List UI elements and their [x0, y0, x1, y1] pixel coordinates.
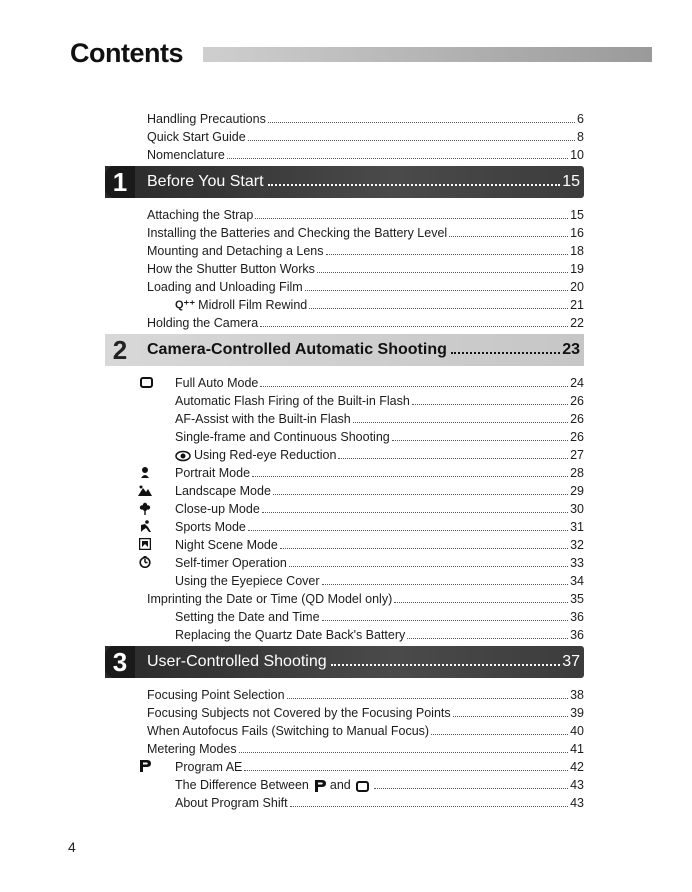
leader-dots — [331, 658, 561, 666]
leader-dots — [248, 529, 568, 531]
toc-entry-page: 43 — [570, 778, 584, 792]
toc-entry[interactable] — [147, 756, 584, 774]
chapter-title: Camera-Controlled Automatic Shooting — [147, 341, 447, 358]
toc-entry-label: Mounting and Detaching a Lens — [147, 244, 324, 258]
toc-entry-page: 26 — [570, 394, 584, 408]
toc-entry-label: About Program Shift — [175, 796, 288, 810]
program-p-icon — [314, 780, 327, 792]
toc-entry-label: How the Shutter Button Works — [147, 262, 315, 276]
program-p-icon — [138, 759, 152, 773]
chapter-3-heading[interactable] — [105, 646, 584, 678]
toc-entry[interactable] — [147, 624, 584, 642]
leader-dots — [248, 139, 575, 141]
toc-entry-page: 32 — [570, 538, 584, 552]
toc-entry-page: 28 — [570, 466, 584, 480]
toc-entry-label: Metering Modes — [147, 742, 237, 756]
toc-entry-page: 35 — [570, 592, 584, 606]
night-scene-icon — [138, 537, 152, 551]
leader-dots — [280, 547, 568, 549]
portrait-icon — [138, 465, 152, 479]
leader-dots — [353, 421, 568, 423]
toc-entry-label: Imprinting the Date or Time (QD Model only) — [147, 592, 393, 606]
leader-dots — [449, 235, 568, 237]
toc-entry-page: 15 — [570, 208, 584, 222]
toc-entry-page: 43 — [570, 796, 584, 810]
toc-entry-label: Automatic Flash Firing of the Built-in Flash — [175, 394, 410, 408]
leader-dots — [287, 697, 569, 699]
self-timer-icon — [138, 555, 152, 569]
toc-entry-label: Replacing the Quartz Date Back's Battery — [175, 628, 406, 642]
toc-entry-label: Handling Precautions — [147, 112, 266, 126]
toc-entry-page: 31 — [570, 520, 584, 534]
toc-entry[interactable] — [147, 294, 584, 312]
leader-dots — [374, 787, 568, 789]
toc-entry-page: 26 — [570, 430, 584, 444]
leader-dots — [227, 157, 568, 159]
toc-entry[interactable] — [147, 108, 584, 126]
toc-entry-label: Attaching the Strap — [147, 208, 254, 222]
toc-entry[interactable] — [147, 702, 584, 720]
toc-entry[interactable] — [147, 462, 584, 480]
leader-dots — [268, 121, 575, 123]
toc-entry-label-before: The Difference Between — [175, 778, 309, 792]
toc-entry[interactable] — [147, 606, 584, 624]
toc-entry-page: 27 — [570, 448, 584, 462]
toc-entry-page: 8 — [577, 130, 584, 144]
toc-entry-page: 10 — [570, 148, 584, 162]
toc-entry-page: 41 — [570, 742, 584, 756]
toc-entry-page: 34 — [570, 574, 584, 588]
red-eye-icon — [175, 450, 191, 462]
leader-dots — [309, 307, 568, 309]
toc-entry[interactable] — [147, 516, 584, 534]
leader-dots — [260, 325, 568, 327]
chapter-page: 37 — [562, 653, 580, 670]
toc-entry[interactable] — [147, 774, 584, 792]
toc-entry[interactable] — [147, 408, 584, 426]
toc-entry-page: 39 — [570, 706, 584, 720]
toc-entry-page: 22 — [570, 316, 584, 330]
toc-entry-page: 18 — [570, 244, 584, 258]
chapter-page: 15 — [562, 173, 580, 190]
toc-entry[interactable] — [147, 126, 584, 144]
toc-entry-label: When Autofocus Fails (Switching to Manual Focus) — [147, 724, 430, 738]
toc-entry-label: Night Scene Mode — [175, 538, 278, 552]
chapter-2-heading[interactable] — [105, 334, 584, 366]
toc-entry[interactable] — [147, 240, 584, 258]
leader-dots — [407, 637, 568, 639]
full-auto-icon — [139, 375, 153, 389]
leader-dots — [255, 217, 568, 219]
leader-dots — [239, 751, 568, 753]
toc-entry-label: Close-up Mode — [175, 502, 260, 516]
chapter-number: 3 — [105, 646, 135, 678]
toc-entry-page: 42 — [570, 760, 584, 774]
toc-entry-page: 36 — [570, 628, 584, 642]
toc-entry[interactable] — [147, 792, 584, 810]
toc-entry-label: Single-frame and Continuous Shooting — [175, 430, 390, 444]
leader-dots — [392, 439, 568, 441]
toc-entry-label: Using Red-eye Reduction — [194, 448, 337, 462]
landscape-icon — [138, 483, 152, 497]
toc-entry-page: 26 — [570, 412, 584, 426]
leader-dots — [451, 346, 560, 354]
toc-entry-label: Loading and Unloading Film — [147, 280, 303, 294]
toc-entry-page: 33 — [570, 556, 584, 570]
sports-icon — [138, 519, 152, 533]
toc-entry-page: 21 — [570, 298, 584, 312]
leader-dots — [244, 769, 568, 771]
toc-entry[interactable] — [147, 372, 584, 390]
toc-entry[interactable] — [147, 222, 584, 240]
toc-entry-page: 6 — [577, 112, 584, 126]
toc-entry-label: Midroll Film Rewind — [198, 298, 308, 312]
leader-dots — [322, 583, 569, 585]
toc-entry[interactable] — [147, 444, 584, 462]
leader-dots — [326, 253, 569, 255]
toc-entry[interactable] — [147, 144, 584, 162]
page-title: Contents — [70, 38, 183, 68]
toc-entry-label: Holding the Camera — [147, 316, 259, 330]
toc-entry-label: Program AE — [175, 760, 243, 774]
leader-dots — [289, 565, 568, 567]
toc-entry-page: 24 — [570, 376, 584, 390]
toc-entry[interactable] — [147, 588, 584, 606]
page-number: 4 — [68, 839, 76, 855]
contents-header — [70, 36, 652, 70]
toc-entry-page: 30 — [570, 502, 584, 516]
leader-dots — [412, 403, 568, 405]
chapter-number: 1 — [105, 166, 135, 198]
chapter-number: 2 — [112, 334, 128, 365]
toc-entry[interactable] — [147, 276, 584, 294]
toc-entry[interactable] — [147, 312, 584, 330]
toc-entry-label: Quick Start Guide — [147, 130, 246, 144]
leader-dots — [262, 511, 568, 513]
toc-entry-label-mid: and — [329, 778, 351, 792]
toc-entry-label: Full Auto Mode — [175, 376, 259, 390]
table-of-contents — [112, 108, 584, 810]
toc-entry-label: Focusing Subjects not Covered by the Focusing Points — [147, 706, 451, 720]
toc-entry-page: 29 — [570, 484, 584, 498]
chapter-title: User-Controlled Shooting — [147, 653, 327, 670]
full-auto-icon — [356, 781, 369, 792]
leader-dots — [317, 271, 568, 273]
chapter-page: 23 — [562, 341, 580, 358]
close-up-icon — [138, 501, 152, 515]
toc-entry[interactable] — [147, 534, 584, 552]
leader-dots — [252, 475, 568, 477]
leader-dots — [431, 733, 568, 735]
toc-entry-label: Focusing Point Selection — [147, 688, 285, 702]
toc-entry[interactable] — [147, 738, 584, 756]
leader-dots — [338, 457, 568, 459]
leader-dots — [290, 805, 569, 807]
toc-entry-label: Self-timer Operation — [175, 556, 287, 570]
toc-entry-label: Landscape Mode — [175, 484, 271, 498]
toc-entry-label: Using the Eyepiece Cover — [175, 574, 320, 588]
toc-entry-label: Sports Mode — [175, 520, 246, 534]
chapter-1-heading[interactable] — [105, 166, 584, 198]
toc-entry[interactable] — [147, 570, 584, 588]
chapter-title: Before You Start — [147, 173, 264, 190]
leader-dots — [268, 178, 561, 186]
toc-entry-label: Nomenclature — [147, 148, 225, 162]
title-rule — [203, 47, 652, 62]
midroll-rewind-icon: Q⁺⁺ — [175, 299, 196, 311]
toc-entry[interactable] — [147, 720, 584, 738]
toc-entry[interactable] — [147, 480, 584, 498]
toc-entry-label: Installing the Batteries and Checking the Battery Level — [147, 226, 448, 240]
toc-entry[interactable] — [147, 426, 584, 444]
toc-entry-page: 20 — [570, 280, 584, 294]
leader-dots — [453, 715, 568, 717]
toc-entry-page: 16 — [570, 226, 584, 240]
toc-entry[interactable] — [147, 552, 584, 570]
toc-entry[interactable] — [147, 204, 584, 222]
toc-entry-page: 19 — [570, 262, 584, 276]
toc-entry[interactable] — [147, 498, 584, 516]
leader-dots — [322, 619, 569, 621]
leader-dots — [260, 385, 568, 387]
toc-entry-page: 38 — [570, 688, 584, 702]
toc-entry-label: Setting the Date and Time — [175, 610, 320, 624]
toc-entry-label: Portrait Mode — [175, 466, 251, 480]
toc-entry[interactable] — [147, 258, 584, 276]
leader-dots — [273, 493, 568, 495]
toc-entry-page: 36 — [570, 610, 584, 624]
leader-dots — [305, 289, 568, 291]
leader-dots — [394, 601, 568, 603]
toc-entry-label: AF-Assist with the Built-in Flash — [175, 412, 351, 426]
toc-entry-page: 40 — [570, 724, 584, 738]
toc-entry[interactable] — [147, 390, 584, 408]
toc-entry[interactable] — [147, 684, 584, 702]
